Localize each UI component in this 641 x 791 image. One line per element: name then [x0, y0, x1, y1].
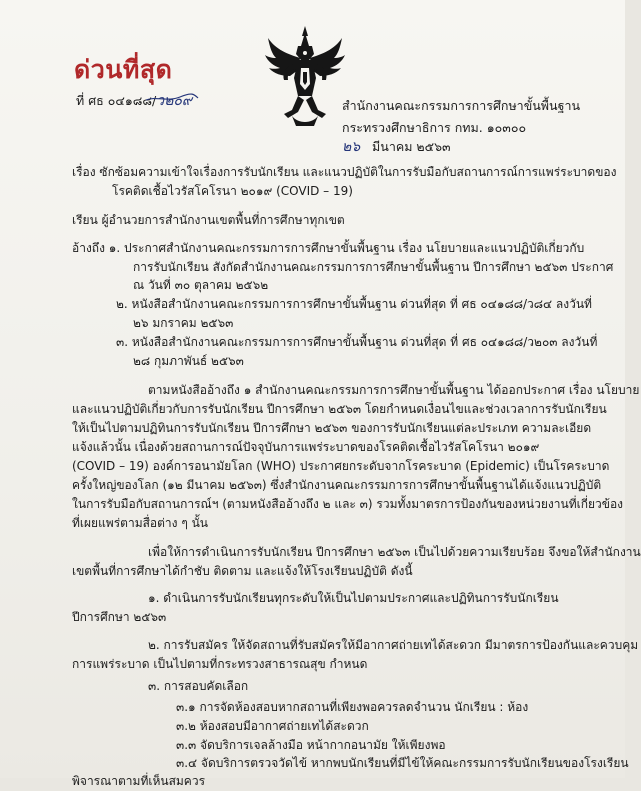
item-1-cont: ปีการศึกษา ๒๕๖๓: [72, 610, 167, 624]
item-3-2: ๓.๒ ห้องสอบมีอากาศถ่ายเทได้สะดวก: [176, 719, 369, 733]
paragraph-1-line: ครั้งใหญ่ของโลก (๑๒ มีนาคม ๒๕๖๓) ซึ่งสำนักงานคณะกรรมการการศึกษาขั้นพื้นฐานได้แจ้งแนวปฏิบัติ: [72, 478, 602, 492]
item-3: ๓. การสอบคัดเลือก: [148, 679, 249, 693]
paragraph-1-line: และแนวปฏิบัติเกี่ยวกับการรับนักเรียน ปีการศึกษา ๒๕๖๓ โดยกำหนดเงื่อนไขและช่วงเวลาการรับนักเรียน: [72, 402, 607, 416]
issuing-office: สำนักงานคณะกรรมการการศึกษาขั้นพื้นฐาน: [342, 98, 581, 113]
garuda-emblem: [262, 24, 348, 128]
ministry-address: กระทรวงศึกษาธิการ กทม. ๑๐๓๐๐: [342, 120, 527, 135]
recipient-line: เรียน ผู้อำนวยการสำนักงานเขตพื้นที่การศึกษาทุกเขต: [72, 213, 345, 227]
document-date: [342, 136, 451, 158]
paragraph-2-line: เพื่อให้การดำเนินการรับนักเรียน ปีการศึกษา ๒๕๖๓ เป็นไปด้วยความเรียบร้อย จึงขอให้สำนักงาน: [148, 545, 641, 559]
paragraph-2-line: เขตพื้นที่การศึกษาได้กำชับ ติดตาม และแจ้งให้โรงเรียนปฏิบัติ ดังนี้: [72, 564, 413, 578]
date-month-year: มีนาคม ๒๕๖๓: [372, 139, 451, 154]
item-3-3: ๓.๓ จัดบริการเจลล้างมือ หน้ากากอนามัย ให้เพียงพอ: [176, 738, 446, 752]
item-3-4-cont: พิจารณาตามที่เห็นสมควร: [72, 774, 206, 788]
subject-line-cont: โรคติดเชื้อไวรัสโคโรนา ๒๐๑๙ (COVID – 19): [112, 184, 353, 198]
date-day-handwritten: ๒๖: [342, 139, 361, 155]
paragraph-1-line: ที่เผยแพร่ตามสื่อต่าง ๆ นั้น: [72, 516, 209, 530]
item-2: ๒. การรับสมัคร ให้จัดสถานที่รับสมัครให้มีอากาศถ่ายเทได้สะดวก มีมาตรการป้องกันและควบคุม: [148, 638, 639, 652]
reference-2-cont: ๒๖ มกราคม ๒๕๖๓: [133, 316, 234, 330]
reference-3-cont: ๒๘ กุมภาพันธ์ ๒๕๖๓: [133, 354, 244, 368]
paragraph-1-line: ในการรับมือกับสถานการณ์ฯ (ตามหนังสืออ้างถึง ๒ และ ๓) รวมทั้งมาตรการป้องกันของหน่วยงานที่เกี่ยวข้อง: [72, 497, 624, 511]
reference-1-cont: การรับนักเรียน สังกัดสำนักงานคณะกรรมการการศึกษาขั้นพื้นฐาน ปีการศึกษา ๒๕๖๓ ประกาศ: [133, 260, 614, 274]
item-3-4: ๓.๔ จัดบริการตรวจวัดไข้ หากพบนักเรียนที่มีไข้ให้คณะกรรมการรับนักเรียนของโรงเรียน: [176, 756, 629, 770]
reference-2: ๒. หนังสือสำนักงานคณะกรรมการการศึกษาขั้นพื้นฐาน ด่วนที่สุด ที่ ศธ ๐๔๑๘๘/ว๘๔ ลงวันที่: [116, 297, 592, 311]
item-1: ๑. ดำเนินการรับนักเรียนทุกระดับให้เป็นไปตามประกาศและปฏิทินการรับนักเรียน: [148, 591, 559, 605]
paragraph-1-line: ตามหนังสืออ้างถึง ๑ สำนักงานคณะกรรมการการศึกษาขั้นพื้นฐาน ได้ออกประกาศ เรื่อง นโยบาย: [148, 383, 640, 397]
subject-line: เรื่อง ซักซ้อมความเข้าใจเรื่องการรับนักเรียน และแนวปฏิบัติในการรับมือกับสถานการณ์การแพร่ระบาดของ: [72, 165, 617, 179]
paragraph-1-line: แจ้งแล้วนั้น เนื่องด้วยสถานการณ์ปัจจุบันการแพร่ระบาดของโรคติดเชื้อไวรัสโคโรนา ๒๐๑๙: [72, 440, 540, 454]
paragraph-1-line: (COVID – 19) องค์การอนามัยโลก (WHO) ประกาศยกระดับจากโรคระบาด (Epidemic) เป็นโรคระบาด: [72, 459, 610, 473]
reference-3: ๓. หนังสือสำนักงานคณะกรรมการการศึกษาขั้นพื้นฐาน ด่วนที่สุด ที่ ศธ ๐๔๑๘๘/ว๒๐๓ ลงวันที่: [116, 335, 598, 349]
reference-1-cont: ณ วันที่ ๓๐ ตุลาคม ๒๕๖๒: [133, 278, 269, 292]
reference-1: อ้างถึง ๑. ประกาศสำนักงานคณะกรรมการการศึกษาขั้นพื้นฐาน เรื่อง นโยบายและแนวปฏิบัติเกี่ยวกับ: [72, 241, 585, 255]
document-number-handwritten: ว๒๐๙: [156, 93, 193, 109]
item-3-1: ๓.๑ การจัดห้องสอบหากสถานที่เพียงพอควรลดจำนวน นักเรียน : ห้อง: [176, 700, 529, 714]
urgency-stamp: ด่วนที่สุด: [74, 55, 173, 84]
item-2-cont: การแพร่ระบาด เป็นไปตามที่กระทรวงสาธารณสุข กำหนด: [72, 657, 368, 671]
document-number-prefix: ที่ ศธ ๐๔๑๘๘/: [76, 93, 157, 108]
handwritten-underline-mark: [144, 86, 200, 104]
paragraph-1-line: ให้เป็นไปตามปฏิทินการรับนักเรียน ปีการศึกษา ๒๕๖๓ ของการรับนักเรียนแต่ละประเภท ความละเอียด: [72, 421, 592, 435]
